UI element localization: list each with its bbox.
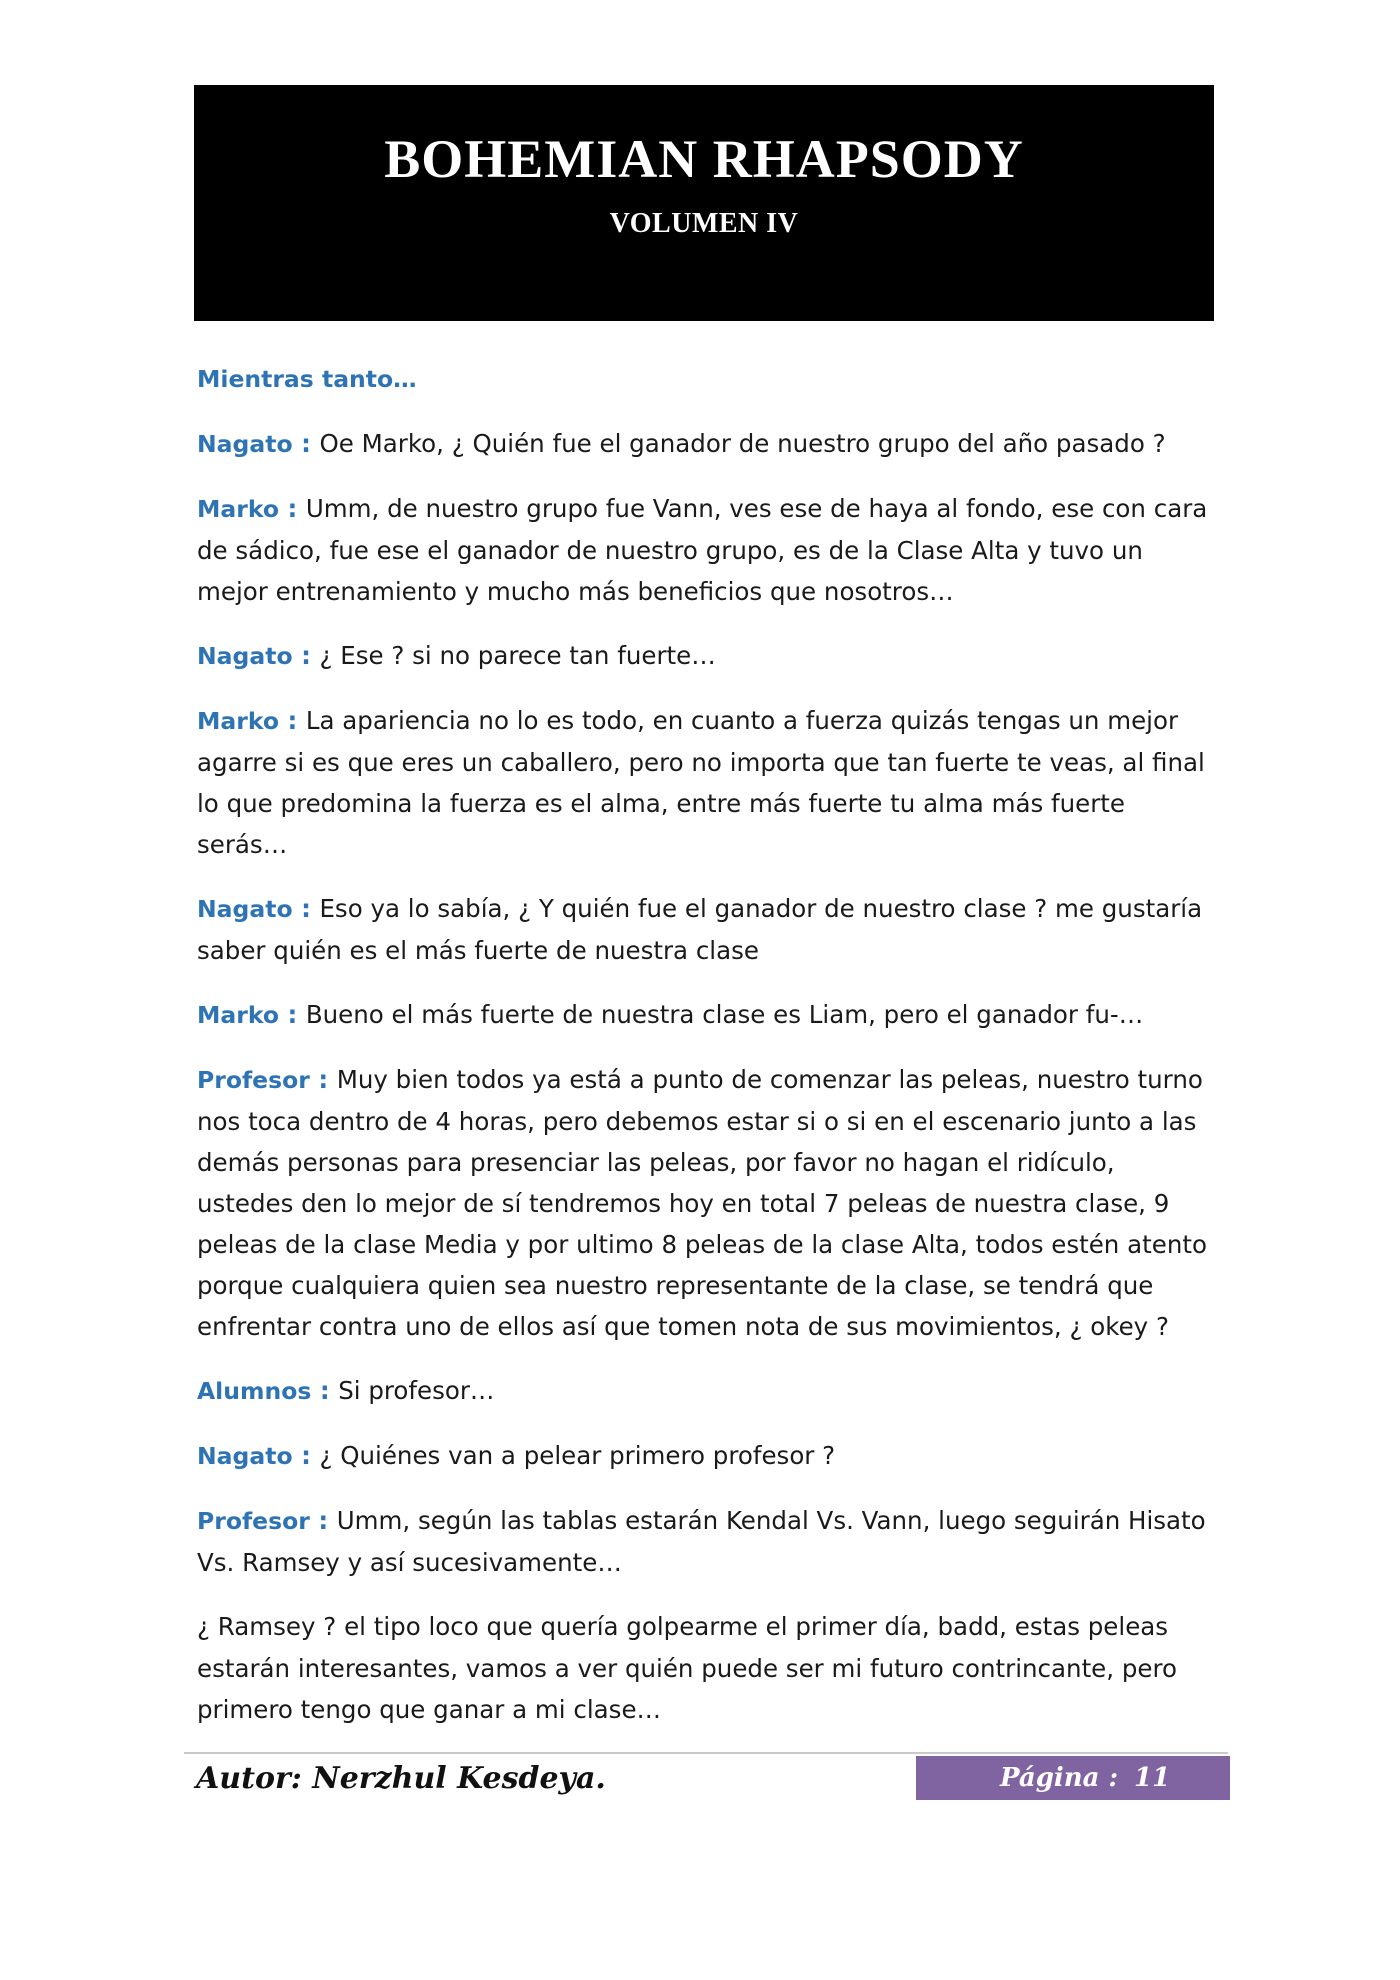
speaker-name: Marko <box>197 1001 279 1029</box>
footer-divider <box>184 1752 1228 1754</box>
paragraph-9: Nagato : ¿ Quiénes van a pelear primero profesor ? <box>197 1441 836 1470</box>
speaker-name: Marko <box>197 707 279 735</box>
paragraph-11 <box>197 1606 1217 1730</box>
page-number-box <box>916 1756 1230 1800</box>
paragraph-text: ¿ Ese ? si no parece tan fuerte… <box>319 641 716 670</box>
document-title: BOHEMIAN RHAPSODY <box>384 129 1024 189</box>
paragraph-10: Profesor : Umm, según las tablas estarán Kendal Vs. Vann, luego seguirán Hisato Vs. Ramsey y así sucesivamente… <box>197 1506 1206 1577</box>
paragraph-1: Nagato : Oe Marko, ¿ Quién fue el ganador de nuestro grupo del año pasado ? <box>197 429 1166 458</box>
paragraph-text: La apariencia no lo es todo, en cuanto a fuerza quizás tengas un mejor agarre si es que eres un caballero, pero no importa que tan fuerte te veas, al final lo que predomina la fuerza es el alma, entre más fuerte tu alma más fuerte serás… <box>197 706 1205 859</box>
paragraph-3: Nagato : ¿ Ese ? si no parece tan fuerte… <box>197 641 716 670</box>
speaker-name: Alumnos <box>197 1377 312 1405</box>
paragraph-text: Si profesor… <box>338 1376 495 1405</box>
paragraph-6: Marko : Bueno el más fuerte de nuestra clase es Liam, pero el ganador fu-… <box>197 1000 1144 1029</box>
speaker-name: Nagato <box>197 642 293 670</box>
speaker-name: Nagato <box>197 430 293 458</box>
paragraph-0 <box>197 358 1217 400</box>
speaker-name: Nagato <box>197 1442 293 1470</box>
paragraph-8: Alumnos : Si profesor… <box>197 1376 495 1405</box>
paragraph-text: ¿ Ramsey ? el tipo loco que quería golpearme el primer día, badd, estas peleas estarán interesantes, vamos a ver quién puede ser mi futuro contrincante, pero primero tengo que ganar a mi clase… <box>197 1612 1177 1724</box>
speaker-name: Nagato <box>197 895 293 923</box>
paragraph-text: ¿ Quiénes van a pelear primero profesor ? <box>319 1441 836 1470</box>
paragraph-text: Eso ya lo sabía, ¿ Y quién fue el ganador de nuestro clase ? me gustaría saber quién es el más fuerte de nuestra clase <box>197 894 1203 965</box>
paragraph-text: Bueno el más fuerte de nuestra clase es Liam, pero el ganador fu-… <box>305 1000 1144 1029</box>
paragraph-2: Marko : Umm, de nuestro grupo fue Vann, ves ese de haya al fondo, ese con cara de sádico, fue ese el ganador de nuestro grupo, es de la Clase Alta y tuvo un mejor entrenamiento y mucho más beneficios que nosotros… <box>197 494 1208 606</box>
speaker-name: Marko <box>197 495 279 523</box>
speaker-name: Profesor <box>197 1507 310 1535</box>
paragraph-text: Oe Marko, ¿ Quién fue el ganador de nuestro grupo del año pasado ? <box>319 429 1166 458</box>
footer-author: Autor: Nerzhul Kesdeya. <box>196 1761 606 1796</box>
paragraph-7: Profesor : Muy bien todos ya está a punto de comenzar las peleas, nuestro turno nos toca dentro de 4 horas, pero debemos estar si o si en el escenario junto a las demás personas para presenciar las peleas, por favor no hagan el ridículo, ustedes den lo mejor de sí tendremos hoy en total 7 peleas de nuestra clase, 9 peleas de la clase Media y por ultimo 8 peleas de la clase Alta, todos estén atento porque cualquiera quien sea nuestro representante de la clase, se tendrá que enfrentar contra uno de ellos así que tomen nota de sus movimientos, ¿ okey ? <box>197 1065 1207 1341</box>
paragraph-4: Marko : La apariencia no lo es todo, en cuanto a fuerza quizás tengas un mejor agarre si es que eres un caballero, pero no importa que tan fuerte te veas, al final lo que predomina la fuerza es el alma, entre más fuerte tu alma más fuerte serás… <box>197 706 1205 859</box>
paragraph-text: Umm, según las tablas estarán Kendal Vs. Vann, luego seguirán Hisato Vs. Ramsey y así sucesivamente… <box>197 1506 1206 1577</box>
paragraph-5: Nagato : Eso ya lo sabía, ¿ Y quién fue el ganador de nuestro clase ? me gustaría saber quién es el más fuerte de nuestra clase <box>197 894 1203 965</box>
speaker-name: Profesor <box>197 1066 310 1094</box>
paragraph-text: Umm, de nuestro grupo fue Vann, ves ese de haya al fondo, ese con cara de sádico, fue ese el ganador de nuestro grupo, es de la Clase Alta y tuvo un mejor entrenamiento y mucho más beneficios que nosotros… <box>197 494 1208 606</box>
dialogue-body <box>197 358 1217 1753</box>
page-number: 11 <box>1134 1763 1171 1793</box>
speaker-name: Mientras tanto… <box>197 365 417 393</box>
paragraph-text: Muy bien todos ya está a punto de comenzar las peleas, nuestro turno nos toca dentro de 4 horas, pero debemos estar si o si en el escenario junto a las demás personas para presenciar las peleas, por favor no hagan el ridículo, ustedes den lo mejor de sí tendremos hoy en total 7 peleas de nuestra clase, 9 peleas de la clase Media y por ultimo 8 peleas de la clase Alta, todos estén atento porque cualquiera quien sea nuestro representante de la clase, se tendrá que enfrentar contra uno de ellos así que tomen nota de sus movimientos, ¿ okey ? <box>197 1065 1207 1341</box>
page-label: Página : <box>1000 1763 1119 1793</box>
title-banner <box>194 85 1214 321</box>
document-subtitle: VOLUMEN IV <box>609 208 799 239</box>
